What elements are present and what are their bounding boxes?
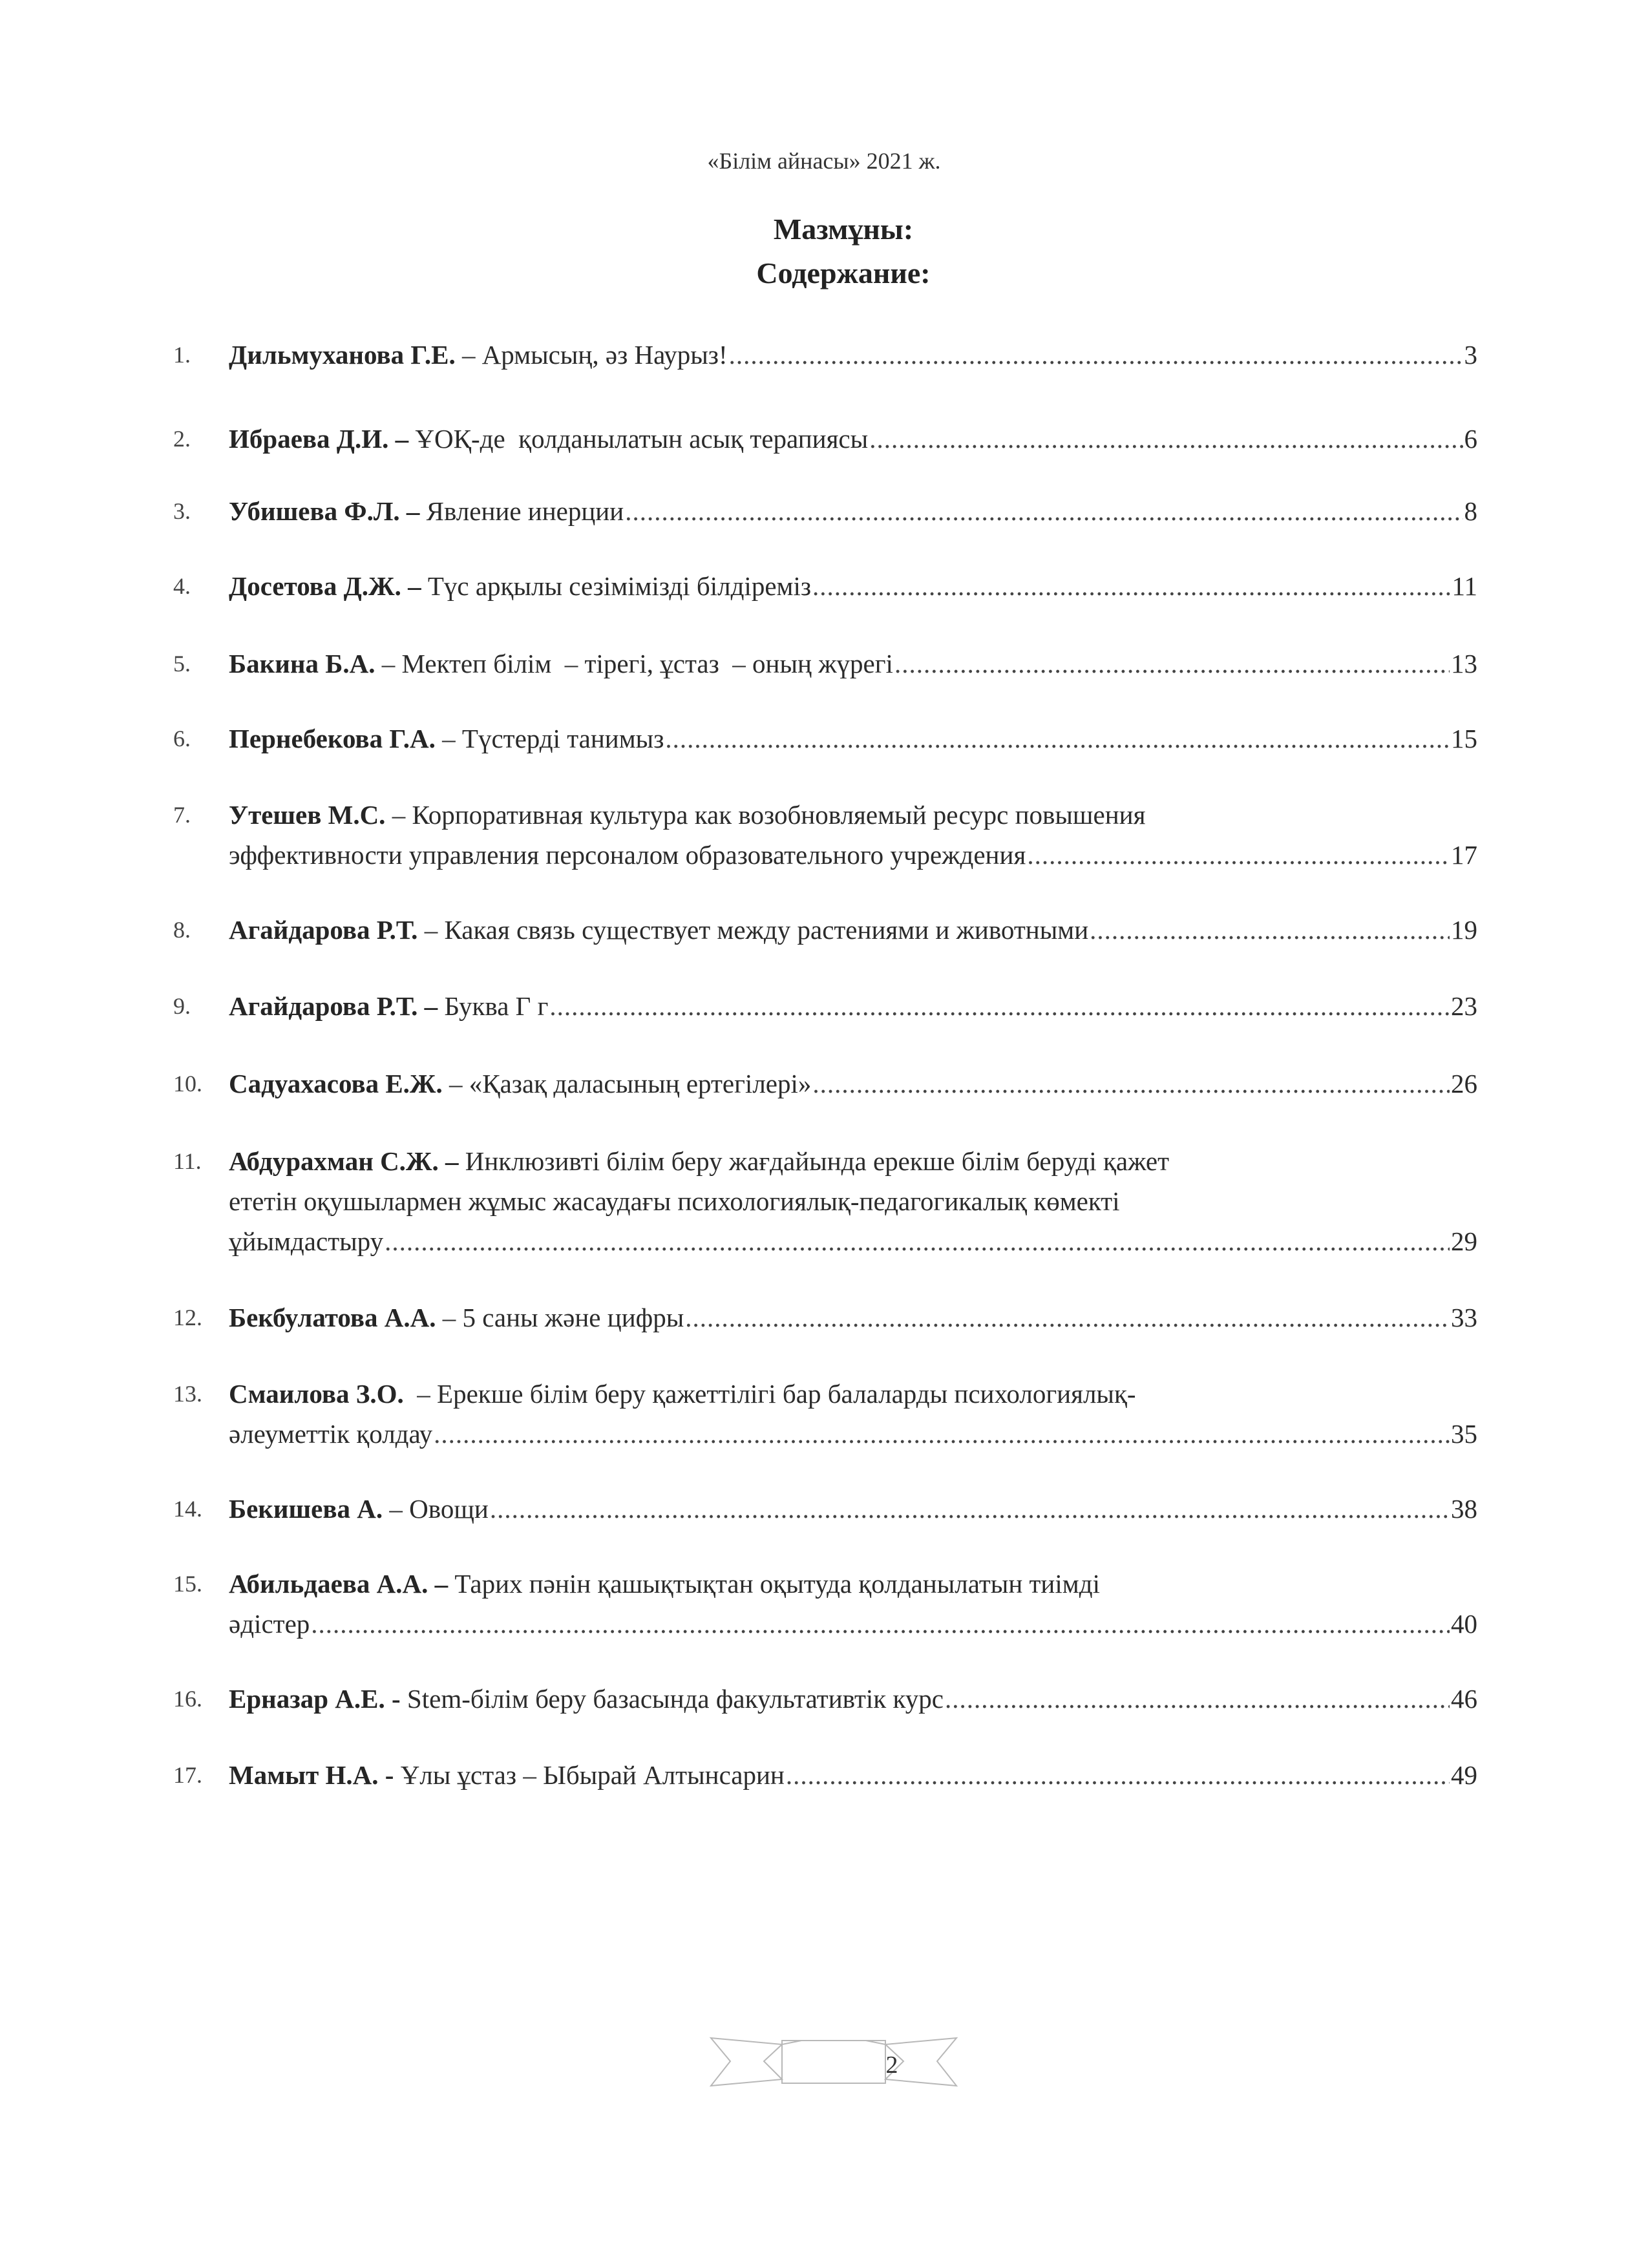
entry-title: 5 саны және цифры — [462, 1303, 684, 1332]
entry-page: 19 — [1451, 915, 1477, 945]
entry-body — [229, 1679, 1477, 1719]
entry-number: 4. — [173, 573, 191, 599]
dot-leader — [490, 1489, 1450, 1529]
entry-author: Абильдаева А.А. – — [229, 1569, 449, 1599]
entry-line — [229, 1755, 1477, 1795]
entry-number: 8. — [173, 917, 191, 943]
entry-line — [229, 1564, 1477, 1604]
entry-author: Смаилова З.О. — [229, 1379, 404, 1409]
entry-page: 13 — [1451, 649, 1477, 678]
entry-line — [229, 1064, 1477, 1104]
entry-separator — [421, 566, 428, 606]
entry-number: 3. — [173, 498, 191, 524]
dot-leader — [1090, 910, 1450, 950]
entry-title: ететін оқушылармен жұмыс жасаудағы психологиялық-педагогикалық көмекті — [229, 1186, 1120, 1216]
entry-line — [229, 566, 1477, 606]
entry-separator: – — [435, 724, 462, 753]
dot-leader — [945, 1679, 1450, 1719]
entry-page: 49 — [1451, 1760, 1477, 1790]
dot-leader — [786, 1755, 1450, 1795]
entry-body — [229, 986, 1477, 1026]
entry-author: Агайдарова Р.Т. — [229, 915, 418, 945]
entry-line — [229, 1489, 1477, 1529]
entry-body — [229, 419, 1477, 459]
entry-body — [229, 335, 1477, 375]
entry-page: 29 — [1451, 1226, 1477, 1256]
entry-line — [229, 986, 1477, 1026]
entry-line — [229, 1414, 1477, 1454]
entry-title: «Қазақ даласының ертегілері» — [469, 1069, 812, 1098]
dot-leader — [812, 566, 1450, 606]
entry-author: Ибраева Д.И. – — [229, 424, 409, 454]
entry-page: 26 — [1451, 1069, 1477, 1098]
entry-line — [229, 335, 1477, 375]
entry-title: Түс арқылы сезімімізді білдіреміз — [427, 571, 812, 601]
entry-separator: – — [383, 1494, 410, 1524]
entry-separator: – — [436, 1303, 463, 1332]
entry-page: 3 — [1464, 340, 1477, 370]
dot-leader — [1027, 835, 1450, 875]
entry-author: Убишева Ф.Л. – — [229, 496, 420, 526]
entry-separator — [394, 1755, 400, 1795]
entry-author: Пернебекова Г.А. — [229, 724, 436, 753]
entry-separator — [448, 1564, 454, 1604]
entry-line — [229, 1297, 1477, 1338]
entry-number: 17. — [173, 1762, 202, 1788]
entry-number: 2. — [173, 426, 191, 452]
entry-number: 10. — [173, 1071, 202, 1097]
entry-number: 16. — [173, 1686, 202, 1712]
journal-header: «Білім айнасы» 2021 ж. — [707, 148, 941, 174]
entry-title: Армысың, әз Наурыз! — [481, 340, 728, 370]
entry-title: эффективности управления персоналом образовательного учреждения — [229, 840, 1026, 870]
entry-number: 5. — [173, 651, 191, 677]
entry-number: 7. — [173, 802, 191, 828]
entry-separator: – — [417, 915, 445, 945]
entry-body — [229, 795, 1477, 875]
entry-separator: – — [385, 800, 412, 830]
entry-page: 33 — [1451, 1303, 1477, 1332]
entry-line — [229, 1181, 1477, 1221]
entry-body — [229, 719, 1477, 759]
page-footer — [704, 2022, 963, 2100]
entry-separator: – — [455, 340, 482, 370]
entry-separator: – — [403, 1379, 438, 1409]
dot-leader — [729, 335, 1463, 375]
entry-author: Агайдарова Р.Т. – — [229, 991, 438, 1021]
dot-leader — [549, 986, 1450, 1026]
entry-author: Мамыт Н.А. - — [229, 1760, 394, 1790]
entry-body — [229, 1489, 1477, 1529]
entry-author: Ерназар А.Е. - — [229, 1684, 401, 1714]
entry-author: Садуахасова Е.Ж. — [229, 1069, 443, 1098]
entry-body — [229, 1064, 1477, 1104]
entry-line — [229, 1221, 1477, 1261]
dot-leader — [812, 1064, 1450, 1104]
dot-leader — [311, 1604, 1450, 1644]
dot-leader — [625, 491, 1463, 531]
entry-author: Абдурахман С.Ж. – — [229, 1146, 459, 1176]
entry-title: Мектеп білім – тірегі, ұстаз – оның жүрегі — [401, 649, 893, 678]
dot-leader — [434, 1414, 1450, 1454]
entry-separator — [458, 1141, 465, 1181]
entry-line — [229, 644, 1477, 684]
entry-author: Бакина Б.А. — [229, 649, 375, 678]
entry-author: Досетова Д.Ж. – — [229, 571, 421, 601]
entry-body — [229, 910, 1477, 950]
entry-line — [229, 910, 1477, 950]
entry-number: 12. — [173, 1305, 202, 1330]
dot-leader — [665, 719, 1450, 759]
entry-line — [229, 1374, 1477, 1414]
dot-leader — [869, 419, 1463, 459]
entry-author: Бекбулатова А.А. — [229, 1303, 436, 1332]
entry-body — [229, 644, 1477, 684]
entry-page: 23 — [1451, 991, 1477, 1021]
entry-body — [229, 1374, 1477, 1454]
entry-page: 6 — [1464, 424, 1477, 454]
entry-body — [229, 1755, 1477, 1795]
entry-page: 15 — [1451, 724, 1477, 753]
entry-author: Бекишева А. — [229, 1494, 383, 1524]
contents-title-ru: Содержание: — [756, 257, 931, 289]
entry-title: әдістер — [229, 1609, 310, 1639]
entry-title: Какая связь существует между растениями и животными — [444, 915, 1089, 945]
entry-title: ҰОҚ-де қолданылатын асық терапиясы — [415, 424, 869, 454]
entry-page: 8 — [1464, 496, 1477, 526]
entry-title: Корпоративная культура как возобновляемый ресурс повышения — [412, 800, 1146, 830]
entry-line — [229, 419, 1477, 459]
entry-title: Түстерді танимыз — [461, 724, 664, 753]
entry-page: 46 — [1451, 1684, 1477, 1714]
dot-leader — [894, 644, 1450, 684]
entry-author: Утешев М.С. — [229, 800, 386, 830]
entry-title: Овощи — [409, 1494, 489, 1524]
dot-leader — [685, 1297, 1450, 1338]
entry-page: 17 — [1451, 840, 1477, 870]
entry-line — [229, 795, 1477, 835]
entry-number: 14. — [173, 1496, 202, 1522]
entry-body — [229, 566, 1477, 606]
entry-separator — [408, 419, 415, 459]
entry-body — [229, 491, 1477, 531]
entry-separator: – — [442, 1069, 469, 1098]
entry-body — [229, 1297, 1477, 1338]
entry-title: Ерекше білім беру қажеттілігі бар балаларды психологиялық- — [437, 1379, 1136, 1409]
entry-body — [229, 1564, 1477, 1644]
entry-separator — [401, 1679, 407, 1719]
entry-title: Инклюзивті білім беру жағдайында ерекше білім беруді қажет — [465, 1146, 1170, 1176]
entry-page: 40 — [1451, 1609, 1477, 1639]
entry-number: 1. — [173, 342, 191, 368]
entry-number: 9. — [173, 993, 191, 1019]
entry-page: 11 — [1452, 571, 1477, 601]
dot-leader — [385, 1221, 1450, 1261]
entry-title: Буква Г г — [444, 991, 549, 1021]
contents-title-kz: Мазмұны: — [773, 213, 914, 246]
entry-line — [229, 719, 1477, 759]
entry-separator — [419, 491, 426, 531]
entry-separator: – — [375, 649, 402, 678]
entry-line — [229, 1141, 1477, 1181]
entry-title: Тарих пәнін қашықтықтан оқытуда қолданылатын тиімді — [454, 1569, 1100, 1599]
entry-title: Явление инерции — [426, 496, 624, 526]
entry-body — [229, 1141, 1477, 1261]
entry-number: 15. — [173, 1571, 202, 1597]
page-number: 2 — [885, 2052, 898, 2079]
entry-separator — [438, 986, 444, 1026]
entry-title: ұйымдастыру — [229, 1226, 384, 1256]
entry-line — [229, 1604, 1477, 1644]
entry-number: 6. — [173, 726, 191, 751]
entry-number: 13. — [173, 1381, 202, 1407]
entry-line — [229, 1679, 1477, 1719]
entry-title: әлеуметтік қолдау — [229, 1419, 433, 1449]
entry-title: Stem-білім беру базасында факультативтік курс — [407, 1684, 944, 1714]
entry-line — [229, 835, 1477, 875]
entry-page: 38 — [1451, 1494, 1477, 1524]
entry-title: Ұлы ұстаз – Ыбырай Алтынсарин — [400, 1760, 785, 1790]
entry-page: 35 — [1451, 1419, 1477, 1449]
entry-author: Дильмуханова Г.Е. — [229, 340, 456, 370]
entry-line — [229, 491, 1477, 531]
entry-number: 11. — [173, 1148, 202, 1174]
